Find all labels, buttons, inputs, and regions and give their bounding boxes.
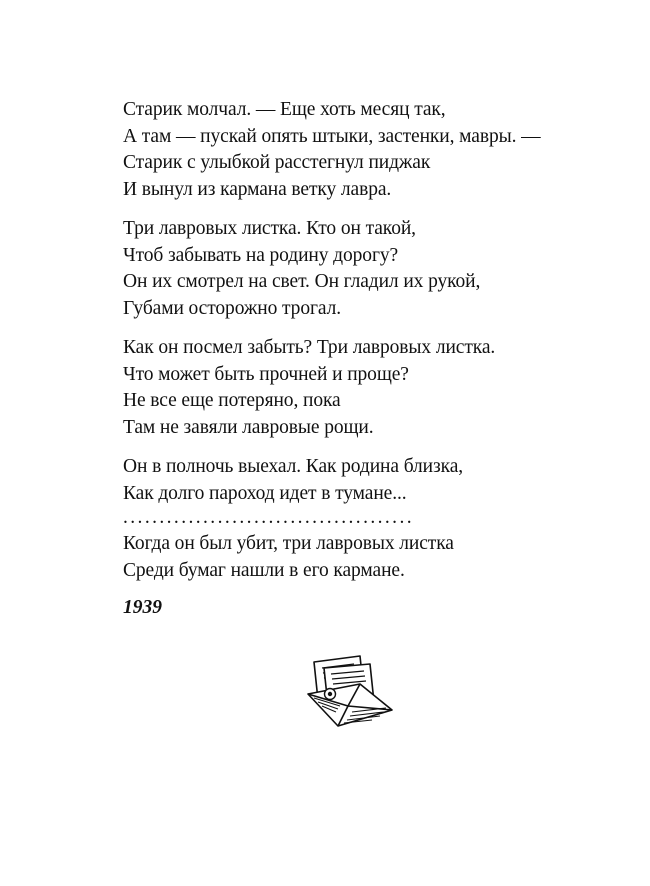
poem-year: 1939 [123, 597, 162, 618]
stanza-2 [123, 216, 603, 322]
stanza-3 [123, 335, 603, 441]
poem [123, 97, 603, 621]
poem-line: Он в полночь выехал. Как родина близка, [123, 456, 464, 477]
poem-line: Он их смотрел на свет. Он гладил их рукой, [123, 271, 481, 292]
poem-line: Старик молчал. — Еще хоть месяц так, [123, 99, 446, 120]
poem-line: Как он посмел забыть? Три лавровых листка. [123, 337, 496, 358]
poem-line: И вынул из кармана ветку лавра. [123, 178, 392, 200]
poem-line: Когда он был убит, три лавровых листка [123, 533, 454, 554]
poem-line: Среди бумаг нашли в его кармане. [123, 559, 405, 581]
papers-and-envelope-icon [300, 654, 396, 730]
poem-line: Как долго пароход идет в тумане... [123, 482, 407, 504]
poem-line: Чтоб забывать на родину дорогу? [123, 244, 399, 266]
stanza-4 [123, 454, 603, 584]
poem-line: Губами осторожно трогал. [123, 297, 341, 319]
poem-line: Старик с улыбкой расстегнул пиджак [123, 152, 431, 173]
stanza-1 [123, 97, 603, 203]
poem-line: Не все еще потеряно, пока [123, 390, 341, 411]
ellipsis-row: ........................................ [123, 507, 414, 528]
poem-line: Три лавровых листка. Кто он такой, [123, 218, 416, 239]
poem-line: Что может быть прочней и проще? [123, 363, 409, 385]
poem-line: А там — пускай опять штыки, застенки, мавры. — [123, 125, 541, 147]
poem-line: Там не завяли лавровые рощи. [123, 416, 374, 438]
